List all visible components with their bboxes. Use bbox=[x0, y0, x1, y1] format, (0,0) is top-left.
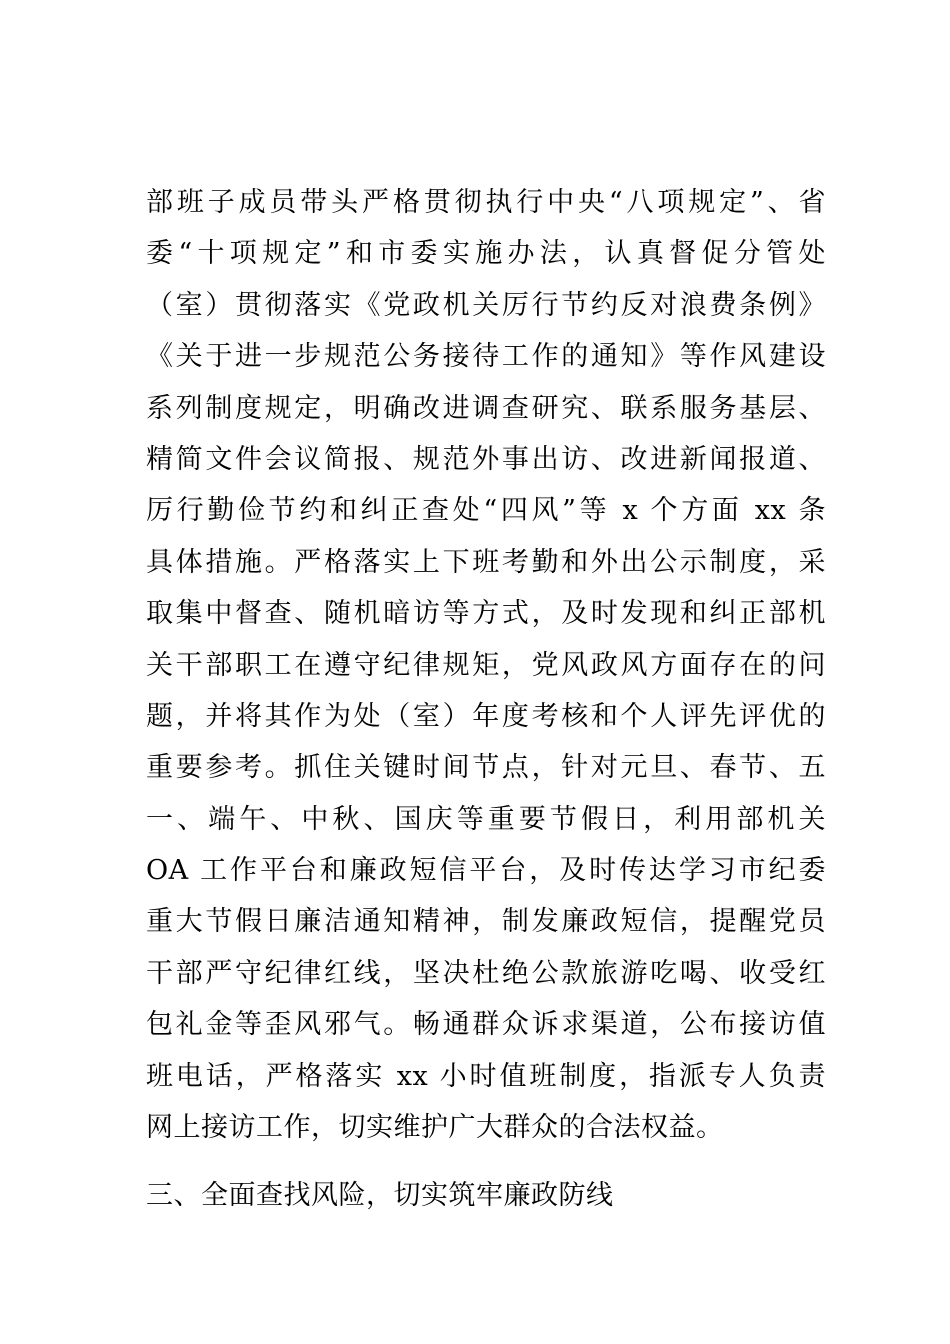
paragraph-line: 干部严守纪律红线，坚决杜绝公款旅游吃喝、收受红 bbox=[146, 957, 826, 989]
paragraph-line: 系列制度规定，明确改进调查研究、联系服务基层、 bbox=[146, 392, 826, 424]
paragraph-line: 题，并将其作为处（室）年度考核和个人评先评优的 bbox=[146, 700, 826, 732]
section-heading: 三、全面查找风险，切实筑牢廉政防线 bbox=[146, 1180, 614, 1211]
paragraph-line: 精简文件会议简报、规范外事出访、改进新闻报道、 bbox=[146, 443, 826, 475]
paragraph-line: 具体措施。严格落实上下班考勤和外出公示制度，采 bbox=[146, 546, 826, 578]
paragraph-line: （室）贯彻落实《党政机关厉行节约反对浪费条例》 bbox=[146, 289, 826, 321]
paragraph-line: 班电话，严格落实 xx 小时值班制度，指派专人负责 bbox=[146, 1060, 826, 1092]
paragraph-line: 关干部职工在遵守纪律规矩，党风政风方面存在的问 bbox=[146, 649, 826, 681]
paragraph-line: 厉行勤俭节约和纠正查处“四风”等 x 个方面 xx 条 bbox=[146, 495, 826, 527]
paragraph-line: 《关于进一步规范公务接待工作的通知》等作风建设 bbox=[146, 341, 826, 373]
paragraph-line: 一、端午、中秋、国庆等重要节假日，利用部机关 bbox=[146, 803, 826, 835]
paragraph-line: 取集中督查、随机暗访等方式，及时发现和纠正部机 bbox=[146, 598, 826, 630]
paragraph-line: 包礼金等歪风邪气。畅通群众诉求渠道，公布接访值 bbox=[146, 1009, 826, 1041]
paragraph-line: 重要参考。抓住关键时间节点，针对元旦、春节、五 bbox=[146, 752, 826, 784]
paragraph-line: 重大节假日廉洁通知精神，制发廉政短信，提醒党员 bbox=[146, 906, 826, 938]
paragraph-line: OA 工作平台和廉政短信平台，及时传达学习市纪委 bbox=[146, 855, 826, 887]
paragraph-line: 部班子成员带头严格贯彻执行中央“八项规定”、省 bbox=[146, 187, 826, 218]
body-paragraph bbox=[146, 177, 826, 1153]
paragraph-line-last: 网上接访工作，切实维护广大群众的合法权益。 bbox=[146, 1112, 724, 1144]
paragraph-line: 委“十项规定”和市委实施办法，认真督促分管处 bbox=[146, 238, 826, 270]
